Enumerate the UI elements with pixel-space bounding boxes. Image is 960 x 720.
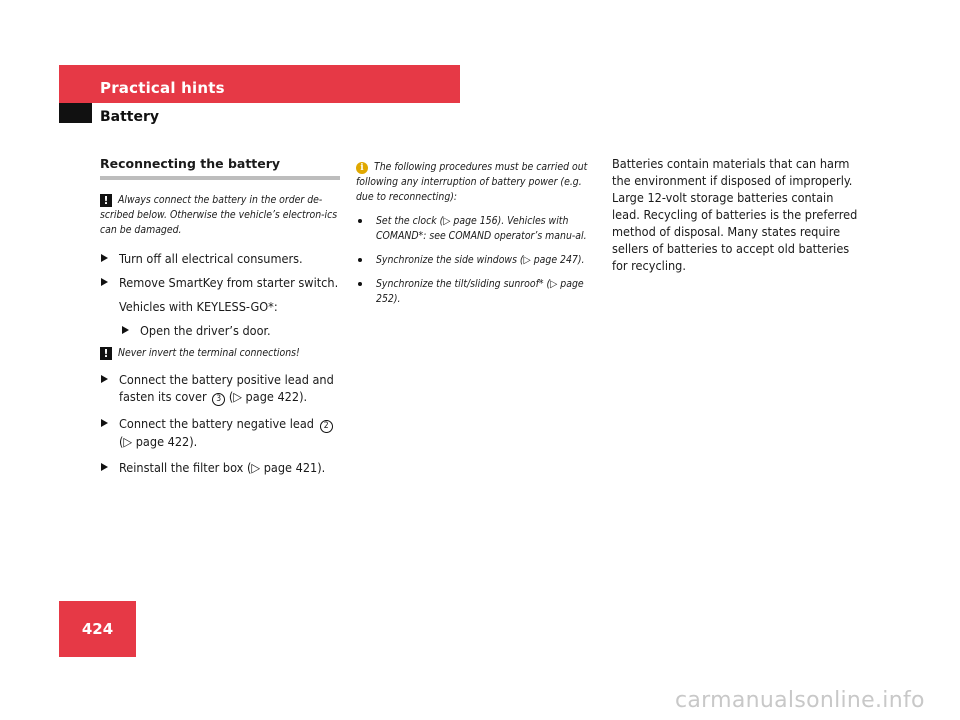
step-arrow-icon: [101, 463, 108, 471]
warning-text: Always connect the battery in the order de-scribed below. Otherwise the vehicle’s electron-ics can be damaged.: [100, 194, 338, 236]
heading-rule: [100, 176, 340, 180]
warning-icon: !: [100, 347, 112, 360]
step-arrow-icon: [101, 254, 108, 262]
step-arrow-icon: [122, 326, 129, 334]
right-column: [612, 155, 862, 274]
step-turn-off: [100, 250, 340, 267]
left-column: [100, 156, 340, 476]
bullet-text: Synchronize the side windows (▷ page 247).: [376, 254, 585, 266]
warning-connect-order: [100, 193, 340, 238]
page-number: 424: [81, 620, 114, 638]
step-text: Open the driver’s door.: [140, 323, 271, 338]
subsection-title: Battery: [100, 109, 160, 125]
recycling-paragraph: Batteries contain materials that can harm the environment if disposed of improperly. Large 12-volt storage batteries contain lead. Recycling of batteries is the preferred method of disposal. Many states require sellers of batteries to accept old batteries for recycling.: [612, 156, 858, 273]
warning-text: Never invert the terminal connections!: [118, 347, 300, 359]
step-remove-key: [100, 274, 340, 291]
info-note: [356, 160, 598, 205]
callout-number: 3: [212, 393, 225, 406]
bullet-item: [356, 277, 598, 307]
bullet-text: Synchronize the tilt/sliding sunroof* (▷ page 252).: [376, 278, 584, 305]
warning-terminals: [100, 346, 340, 361]
bullet-text: Set the clock (▷ page 156). Vehicles with COMAND*: see COMAND operator’s manu-al.: [376, 215, 587, 242]
info-text: The following procedures must be carried out following any interruption of battery power (e.g. due to reconnecting):: [356, 161, 588, 203]
page-ref[interactable]: (▷ page 422).: [119, 434, 198, 449]
callout-number: 2: [320, 420, 333, 433]
reconnecting-heading: Reconnecting the battery: [100, 156, 281, 171]
step-arrow-icon: [101, 375, 108, 383]
bullet-dot-icon: [358, 258, 362, 262]
header-marker: [59, 103, 92, 123]
step-text: Turn off all electrical consumers.: [119, 251, 303, 266]
step-text: Reinstall the filter box (▷ page 421).: [119, 460, 326, 475]
step-text: Connect the battery positive lead and fasten its cover: [119, 372, 334, 404]
middle-column: [356, 160, 598, 307]
warning-icon: !: [100, 194, 112, 207]
step-reinstall-filter: [100, 459, 340, 476]
keyless-note: Vehicles with KEYLESS-GO*:: [119, 299, 278, 314]
step-connect-positive: [100, 371, 340, 406]
page-ref[interactable]: (▷ page 422).: [228, 389, 308, 404]
section-title: Practical hints: [100, 79, 225, 97]
bullet-dot-icon: [358, 282, 362, 286]
step-connect-negative: [100, 415, 340, 450]
info-icon: i: [356, 162, 368, 174]
bullet-item: [356, 214, 598, 244]
watermark: carmanualsonline.info: [675, 688, 925, 713]
step-open-door: [100, 322, 340, 339]
bullet-dot-icon: [358, 219, 362, 223]
step-arrow-icon: [101, 419, 108, 427]
step-arrow-icon: [101, 278, 108, 286]
bullet-item: [356, 253, 598, 268]
step-text: Connect the battery negative lead: [119, 416, 315, 431]
step-text: Remove SmartKey from starter switch.: [119, 275, 339, 290]
